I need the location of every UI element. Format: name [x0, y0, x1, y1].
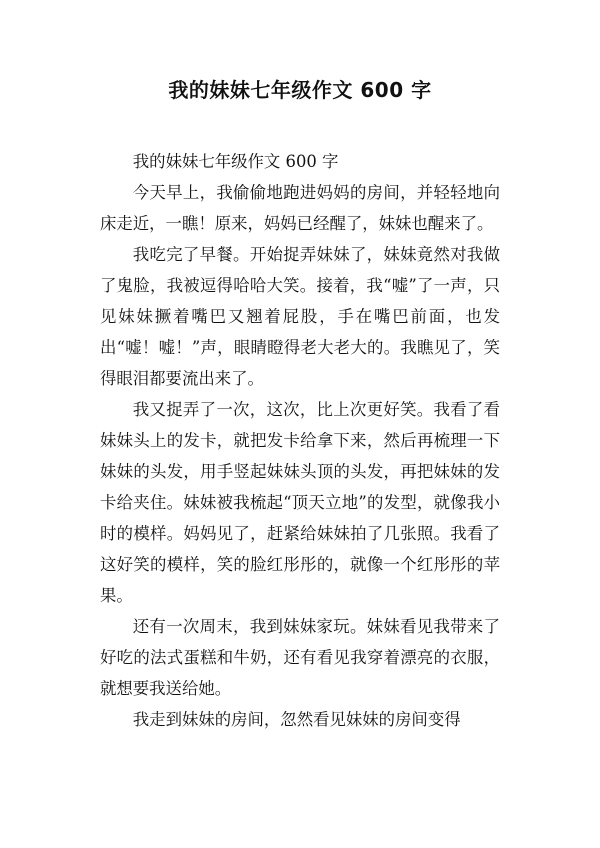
paragraph: 我走到妹妹的房间，忽然看见妹妹的房间变得	[132, 710, 461, 729]
paragraph: 今天早上，我偷偷地跑进妈妈的房间，并轻轻地向床走近，一瞧！原来，妈妈已经醒了，妹妹也醒来了。	[100, 183, 500, 233]
document-title: 我的妹妹七年级作文 600 字	[168, 78, 432, 102]
paragraph: 我又捉弄了一次，这次，比上次更好笑。我看了看妹妹头上的发卡，就把发卡给拿下来，然后再梳理一下妹妹的头发，用手竖起妹妹头顶的头发，再把妹妹的发卡给夹住。妹妹被我梳起“顶天立地”的发型，就像我小时的模样。妈妈见了，赶紧给妹妹拍了几张照。我看了这好笑的模样，笑的脸红彤彤的，就像一个红彤彤的苹果。	[100, 400, 500, 605]
paragraph: 我的妹妹七年级作文 600 字	[132, 152, 339, 171]
document-body	[100, 146, 500, 735]
paragraph: 我吃完了早餐。开始捉弄妹妹了，妹妹竟然对我做了鬼脸，我被逗得哈哈大笑。接着，我“嘘”了一声，只见妹妹撅着嘴巴又翘着屁股，手在嘴巴前面，也发出“嘘！嘘！”声，眼睛瞪得老大老大的。我瞧见了，笑得眼泪都要流出来了。	[100, 245, 500, 388]
paragraph: 还有一次周末，我到妹妹家玩。妹妹看见我带来了好吃的法式蛋糕和牛奶，还有看见我穿着漂亮的衣服，就想要我送给她。	[100, 617, 500, 698]
